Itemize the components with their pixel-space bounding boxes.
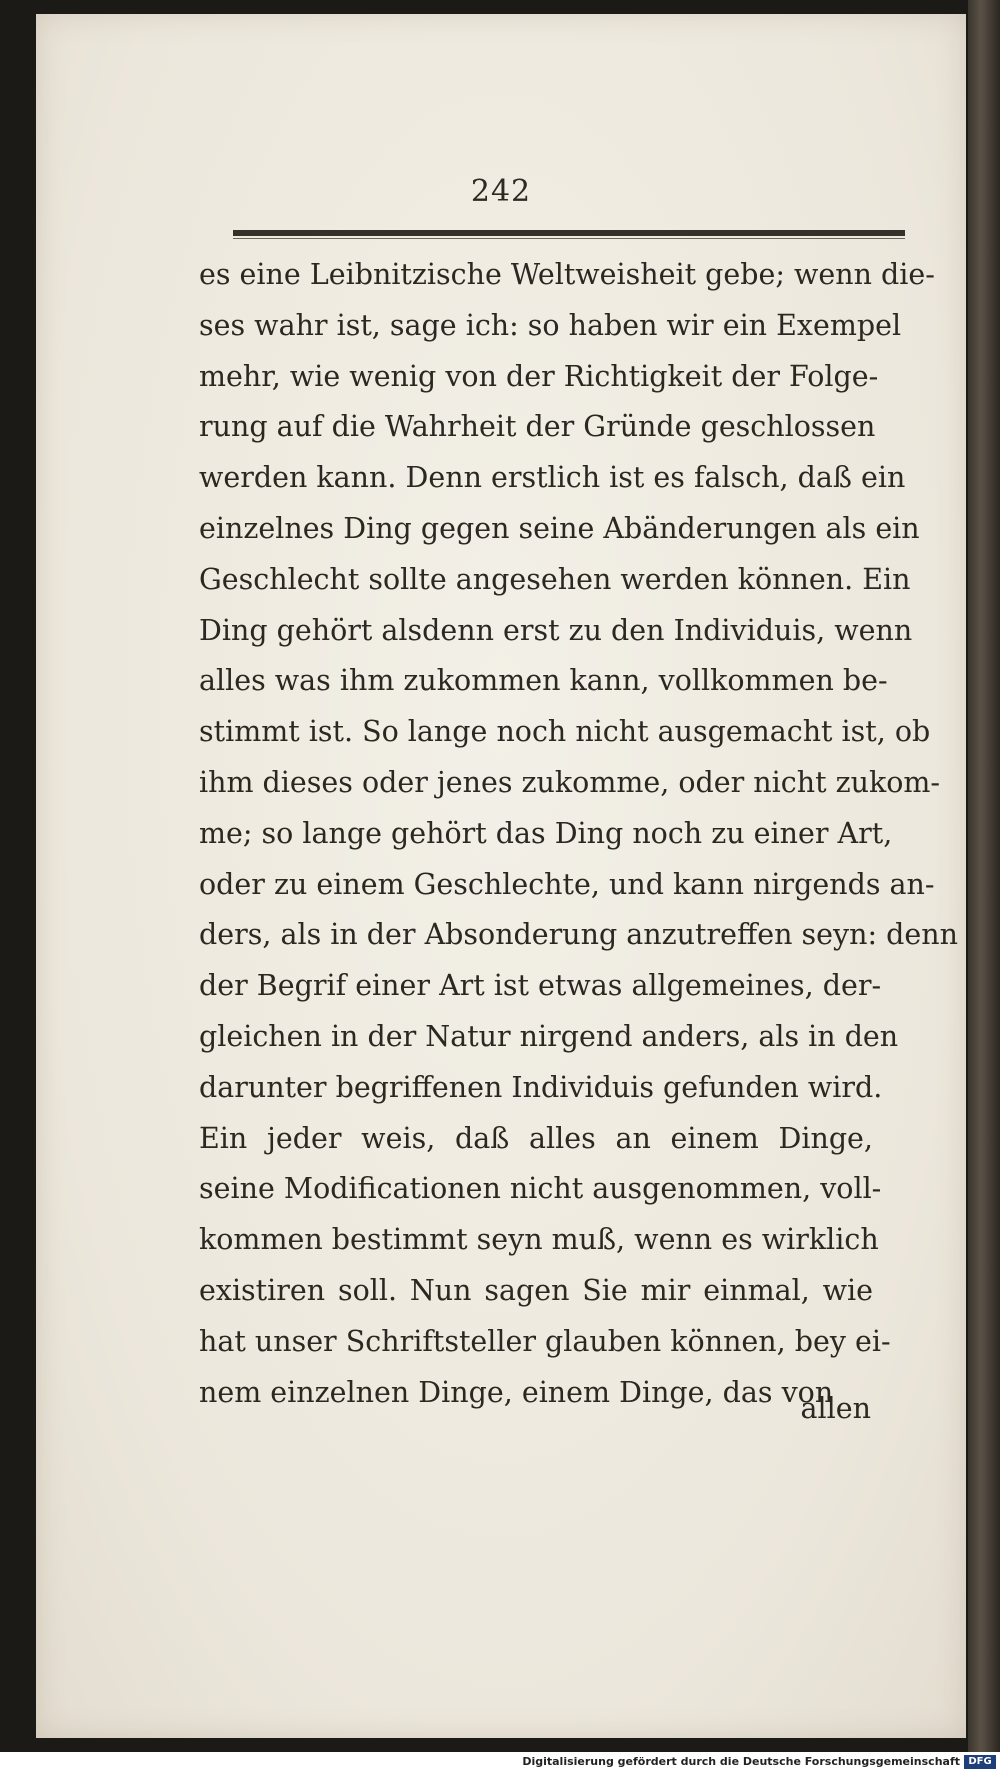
text-line: kommen bestimmt seyn muß, wenn es wirklich xyxy=(199,1223,879,1257)
text-line: mehr, wie wenig von der Richtigkeit der Folge- xyxy=(199,359,879,393)
text-line: nem einzelnen Dinge, einem Dinge, das von xyxy=(199,1375,834,1409)
book-edge xyxy=(968,0,1000,1752)
text-line: der Begrif einer Art ist etwas allgemeines, der- xyxy=(199,969,882,1003)
catchword: allen xyxy=(800,1392,871,1425)
text-line: existiren soll. Nun sagen Sie mir einmal, wie xyxy=(199,1273,873,1307)
text-line: Geschlecht sollte angesehen werden können. Ein xyxy=(199,562,911,596)
text-line: hat unser Schriftsteller glauben können, bey ei- xyxy=(199,1324,891,1358)
text-line: gleichen in der Natur nirgend anders, als in den xyxy=(199,1019,899,1053)
text-line: ses wahr ist, sage ich: so haben wir ein Exempel xyxy=(199,308,902,342)
page-number: 242 xyxy=(470,174,532,209)
text-line: oder zu einem Geschlechte, und kann nirgends an- xyxy=(199,867,935,901)
text-line: seine Modificationen nicht ausgenommen, voll- xyxy=(199,1172,882,1206)
text-line: me; so lange gehört das Ding noch zu einer Art, xyxy=(199,816,893,850)
text-line: einzelnes Ding gegen seine Abänderungen als ein xyxy=(199,511,920,545)
text-line: Ein jeder weis, daß alles an einem Dinge, xyxy=(199,1121,873,1155)
text-line: stimmt ist. So lange noch nicht ausgemacht ist, ob xyxy=(199,715,931,749)
text-line: werden kann. Denn erstlich ist es falsch, daß ein xyxy=(199,461,906,495)
text-line: ihm dieses oder jenes zukomme, oder nicht zukom- xyxy=(199,765,941,799)
header-rule xyxy=(233,230,905,236)
text-line: Ding gehört alsdenn erst zu den Individuis, wenn xyxy=(199,613,913,647)
text-line: alles was ihm zukommen kann, vollkommen be- xyxy=(199,664,888,698)
text-line: ders, als in der Absonderung anzutreffen seyn: denn xyxy=(199,918,958,952)
dfg-logo-icon: DFG xyxy=(964,1755,996,1769)
text-line: es eine Leibnitzische Weltweisheit gebe; wenn die- xyxy=(199,258,935,291)
digitization-credit: Digitalisierung gefördert durch die Deutsche Forschungsgemeinschaft xyxy=(522,1755,960,1768)
body-text xyxy=(199,250,958,1418)
text-line: rung auf die Wahrheit der Gründe geschlossen xyxy=(199,410,876,444)
text-line: darunter begriffenen Individuis gefunden wird. xyxy=(199,1070,883,1104)
